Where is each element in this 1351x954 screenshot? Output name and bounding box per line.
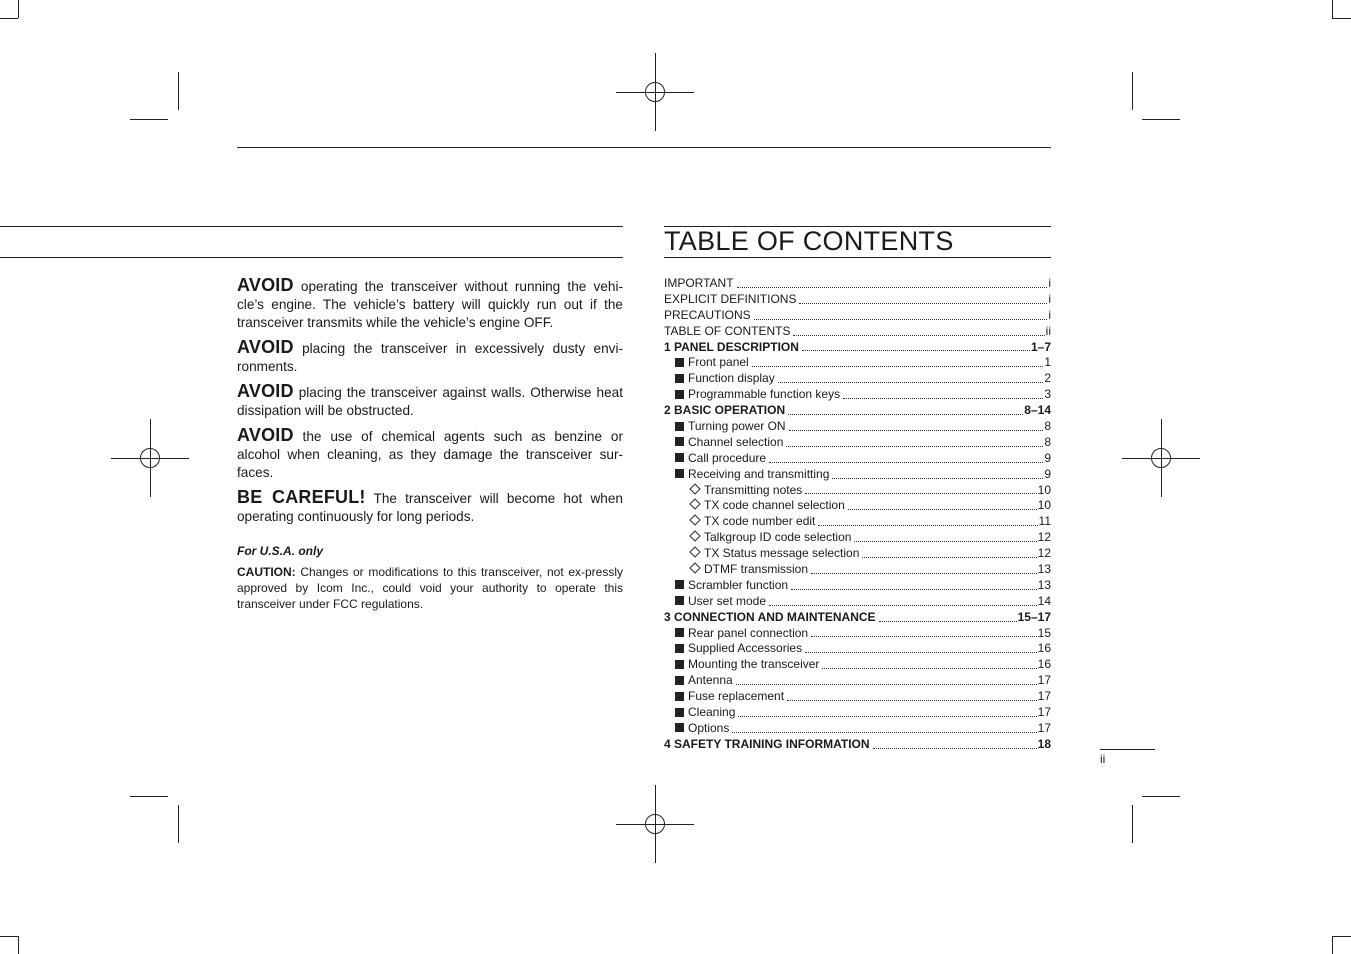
toc-entry-label xyxy=(664,308,751,324)
toc-entry-page: 8 xyxy=(1044,434,1051,449)
diamond-bullet-icon xyxy=(689,499,700,510)
toc-entry[interactable] xyxy=(664,371,1051,387)
fcc-caution: CAUTION: Changes or modifications to this transceiver, not ex-pressly approved by Icom Inc., could void your authority to operate this transceiver under FCC regulations. xyxy=(237,565,623,611)
dot-leader xyxy=(752,365,1044,367)
toc-entry[interactable] xyxy=(664,467,1051,483)
toc-entry-label xyxy=(664,276,734,292)
toc-entry-label xyxy=(675,626,808,642)
warning-paragraph: AVOID operating the transceiver without running the vehi-cle’s engine. The vehicle’s battery will quickly run out if the transceiver transmits while the vehicle’s engine OFF. xyxy=(237,275,623,330)
registration-mark-right xyxy=(1122,419,1200,497)
toc-entry[interactable] xyxy=(664,673,1051,689)
diamond-bullet-icon xyxy=(689,546,700,557)
toc-entry-text: 4 SAFETY TRAINING INFORMATION xyxy=(664,736,870,751)
toc-entry-page: 9 xyxy=(1044,450,1051,465)
toc-entry[interactable] xyxy=(664,705,1051,721)
diamond-bullet-icon xyxy=(689,483,700,494)
dot-leader xyxy=(737,286,1048,288)
toc-entry-label xyxy=(675,371,775,387)
toc-entry-page: 12 xyxy=(1037,546,1051,561)
toc-entry-text: EXPLICIT DEFINITIONS xyxy=(664,291,797,306)
dot-leader xyxy=(738,715,1036,717)
toc-entry-text: DTMF transmission xyxy=(704,562,809,577)
toc-entry-label xyxy=(675,689,784,705)
square-bullet-icon xyxy=(675,374,684,383)
toc-entry-page: 8 xyxy=(1044,419,1051,434)
toc-entry[interactable] xyxy=(664,483,1051,499)
toc-entry-text: Receiving and transmitting xyxy=(688,466,830,481)
toc-entry-label xyxy=(675,641,802,657)
dot-leader xyxy=(805,492,1036,494)
toc-entry-page: 9 xyxy=(1044,466,1051,481)
toc-entry[interactable] xyxy=(664,689,1051,705)
toc-entry[interactable] xyxy=(664,610,1051,626)
square-bullet-icon xyxy=(675,390,684,399)
square-bullet-icon xyxy=(675,644,684,653)
dot-leader xyxy=(736,683,1037,685)
square-bullet-icon xyxy=(675,660,684,669)
toc-entry-label xyxy=(664,737,870,753)
square-bullet-icon xyxy=(675,358,684,367)
toc-title: TABLE OF CONTENTS xyxy=(664,226,954,256)
toc-entry[interactable] xyxy=(664,308,1051,324)
dot-leader xyxy=(754,318,1048,320)
toc-entry[interactable] xyxy=(664,594,1051,610)
toc-entry-text: TX code number edit xyxy=(704,514,816,529)
toc-entry[interactable] xyxy=(664,276,1051,292)
toc-entry-label xyxy=(675,387,840,403)
toc-entry-text: Supplied Accessories xyxy=(688,641,803,656)
toc-entry-text: Programmable function keys xyxy=(688,387,841,402)
toc-entry-text: IMPORTANT xyxy=(664,276,734,290)
registration-mark-bottom xyxy=(616,785,694,863)
toc-entry-page: 16 xyxy=(1037,641,1051,656)
toc-entry-page: 11 xyxy=(1038,514,1051,529)
toc-entry[interactable] xyxy=(664,578,1051,594)
toc-entry-label xyxy=(675,673,733,689)
toc-entry[interactable] xyxy=(664,451,1051,467)
toc-entry-text: Fuse replacement xyxy=(688,689,785,704)
toc-entry-page: 16 xyxy=(1037,657,1051,672)
dot-leader xyxy=(818,524,1037,526)
square-bullet-icon xyxy=(675,422,684,431)
toc-entry-text: TABLE OF CONTENTS xyxy=(664,323,791,338)
toc-entry-label xyxy=(675,451,766,467)
toc-entry[interactable] xyxy=(664,530,1051,546)
precautions-column xyxy=(237,276,623,612)
warning-paragraph: AVOID placing the transceiver in excessively dusty envi-ronments. xyxy=(237,337,623,374)
dot-leader xyxy=(832,477,1043,479)
toc-entry-text: TX code channel selection xyxy=(704,498,845,513)
warning-paragraph: AVOID the use of chemical agents such as benzine or alcohol when cleaning, as they damage the transceiver sur-faces. xyxy=(237,425,623,480)
toc-entry-label xyxy=(689,483,802,499)
dot-leader xyxy=(791,588,1037,590)
usa-heading: For U.S.A. only xyxy=(237,544,324,558)
toc-entry-page: 10 xyxy=(1037,498,1051,513)
toc-entry-page: i xyxy=(1048,307,1051,322)
dot-leader xyxy=(854,540,1036,542)
toc-entry[interactable] xyxy=(664,324,1051,340)
toc-entry[interactable] xyxy=(664,721,1051,737)
toc-entry-label xyxy=(664,610,876,626)
toc-entry-page: 13 xyxy=(1037,577,1051,592)
square-bullet-icon xyxy=(675,708,684,717)
registration-mark-top xyxy=(616,53,694,131)
toc-entry-page: 1 xyxy=(1044,355,1051,370)
toc-entry-text: Call procedure xyxy=(688,450,767,465)
square-bullet-icon xyxy=(675,692,684,701)
toc-entry-label xyxy=(664,340,799,356)
square-bullet-icon xyxy=(675,596,684,605)
dot-leader xyxy=(805,651,1037,653)
dot-leader xyxy=(769,604,1037,606)
dot-leader xyxy=(786,445,1043,447)
square-bullet-icon xyxy=(675,580,684,589)
square-bullet-icon xyxy=(675,453,684,462)
toc-entry[interactable] xyxy=(664,403,1051,419)
toc-entry-page: 15–17 xyxy=(1017,609,1051,624)
table-of-contents xyxy=(664,276,1051,753)
toc-entry-page: i xyxy=(1048,291,1051,306)
toc-entry-text: Function display xyxy=(688,371,775,386)
toc-entry-page: 15 xyxy=(1037,625,1051,640)
toc-entry-text: 3 CONNECTION AND MAINTENANCE xyxy=(664,609,876,624)
dot-leader xyxy=(862,556,1036,558)
page-number: ii xyxy=(1100,752,1106,766)
toc-entry-label xyxy=(664,292,796,308)
toc-entry-page: 8–14 xyxy=(1024,403,1051,418)
square-bullet-icon xyxy=(675,723,684,732)
toc-entry-label xyxy=(689,498,845,514)
toc-entry[interactable] xyxy=(664,737,1051,753)
toc-entry-text: Antenna xyxy=(688,673,733,688)
toc-entry[interactable] xyxy=(664,340,1051,356)
toc-entry-page: 10 xyxy=(1037,482,1051,497)
toc-entry-label xyxy=(675,657,819,673)
warning-paragraph: AVOID placing the transceiver against walls. Otherwise heat dissipation will be obstructed. xyxy=(237,381,623,418)
toc-entry[interactable] xyxy=(664,355,1051,371)
toc-entry-text: Channel selection xyxy=(688,434,784,449)
dot-leader xyxy=(789,429,1044,431)
toc-entry-text: 1 PANEL DESCRIPTION xyxy=(664,339,799,354)
toc-entry-page: 2 xyxy=(1044,371,1051,386)
toc-entry[interactable] xyxy=(664,641,1051,657)
toc-entry-page: 13 xyxy=(1037,562,1051,577)
square-bullet-icon xyxy=(675,676,684,685)
toc-entry-text: Talkgroup ID code selection xyxy=(704,530,852,545)
toc-entry-page: 17 xyxy=(1037,689,1051,704)
toc-entry-label xyxy=(675,705,735,721)
toc-entry-label xyxy=(675,578,788,594)
toc-entry-page: 17 xyxy=(1037,705,1051,720)
registration-mark-left xyxy=(111,419,189,497)
toc-entry[interactable] xyxy=(664,514,1051,530)
toc-entry-page: 17 xyxy=(1037,720,1051,735)
toc-entry-text: Turning power ON xyxy=(688,419,786,434)
toc-entry-page: 18 xyxy=(1037,736,1051,751)
dot-leader xyxy=(848,508,1037,510)
dot-leader xyxy=(769,461,1043,463)
toc-entry-label xyxy=(675,435,783,451)
toc-entry[interactable] xyxy=(664,498,1051,514)
toc-entry-text: Cleaning xyxy=(688,705,736,720)
toc-entry-page: 12 xyxy=(1037,530,1051,545)
toc-entry[interactable] xyxy=(664,562,1051,578)
toc-entry-text: User set mode xyxy=(688,593,767,608)
dot-leader xyxy=(732,731,1036,733)
square-bullet-icon xyxy=(675,469,684,478)
toc-entry-page: 17 xyxy=(1037,673,1051,688)
toc-entry-label xyxy=(689,514,815,530)
left-rule-top xyxy=(0,226,623,227)
toc-entry-label xyxy=(664,324,790,340)
toc-entry[interactable] xyxy=(664,626,1051,642)
toc-entry-label xyxy=(689,546,859,562)
toc-entry-text: Mounting the transceiver xyxy=(688,657,820,672)
toc-entry-text: Transmitting notes xyxy=(704,482,803,497)
dot-leader xyxy=(802,349,1030,351)
toc-entry-label xyxy=(675,467,829,483)
toc-entry-label xyxy=(675,594,766,610)
toc-entry[interactable] xyxy=(664,546,1051,562)
left-rule-bottom xyxy=(0,257,623,258)
toc-entry-text: PRECAUTIONS xyxy=(664,307,751,322)
dot-leader xyxy=(879,620,1017,622)
dot-leader xyxy=(873,747,1037,749)
square-bullet-icon xyxy=(675,628,684,637)
diamond-bullet-icon xyxy=(689,531,700,542)
toc-entry-label xyxy=(675,355,749,371)
square-bullet-icon xyxy=(675,437,684,446)
warning-paragraph: BE CAREFUL! The transceiver will become hot when operating continuously for long periods. xyxy=(237,487,623,524)
toc-entry-text: Rear panel connection xyxy=(688,625,809,640)
toc-entry[interactable] xyxy=(664,435,1051,451)
toc-entry[interactable] xyxy=(664,292,1051,308)
dot-leader xyxy=(788,413,1023,415)
toc-entry-label xyxy=(689,562,808,578)
header-rule xyxy=(237,147,1051,148)
toc-entry-page: i xyxy=(1048,276,1051,290)
toc-entry[interactable] xyxy=(664,387,1051,403)
toc-entry-text: 2 BASIC OPERATION xyxy=(664,403,786,418)
dot-leader xyxy=(811,572,1037,574)
dot-leader xyxy=(811,635,1037,637)
toc-entry[interactable] xyxy=(664,657,1051,673)
diamond-bullet-icon xyxy=(689,515,700,526)
diamond-bullet-icon xyxy=(689,562,700,573)
toc-entry-text: Options xyxy=(688,720,730,735)
toc-entry-text: Scrambler function xyxy=(688,577,789,592)
dot-leader xyxy=(793,334,1044,336)
dot-leader xyxy=(822,667,1036,669)
toc-entry-page: 1–7 xyxy=(1030,339,1051,354)
dot-leader xyxy=(778,381,1044,383)
toc-entry-label xyxy=(664,403,785,419)
dot-leader xyxy=(787,699,1037,701)
toc-entry-label xyxy=(675,419,786,435)
toc-entry[interactable] xyxy=(664,419,1051,435)
toc-rule-bottom xyxy=(664,257,1051,258)
page-number-rule xyxy=(1100,749,1155,750)
dot-leader xyxy=(843,397,1043,399)
toc-entry-page: 3 xyxy=(1044,387,1051,402)
toc-entry-text: Front panel xyxy=(688,355,749,370)
toc-entry-text: TX Status message selection xyxy=(704,546,860,561)
toc-entry-page: 14 xyxy=(1037,593,1051,608)
dot-leader xyxy=(799,302,1047,304)
toc-entry-label xyxy=(675,721,729,737)
toc-entry-page: ii xyxy=(1045,323,1051,338)
toc-entry-label xyxy=(689,530,851,546)
